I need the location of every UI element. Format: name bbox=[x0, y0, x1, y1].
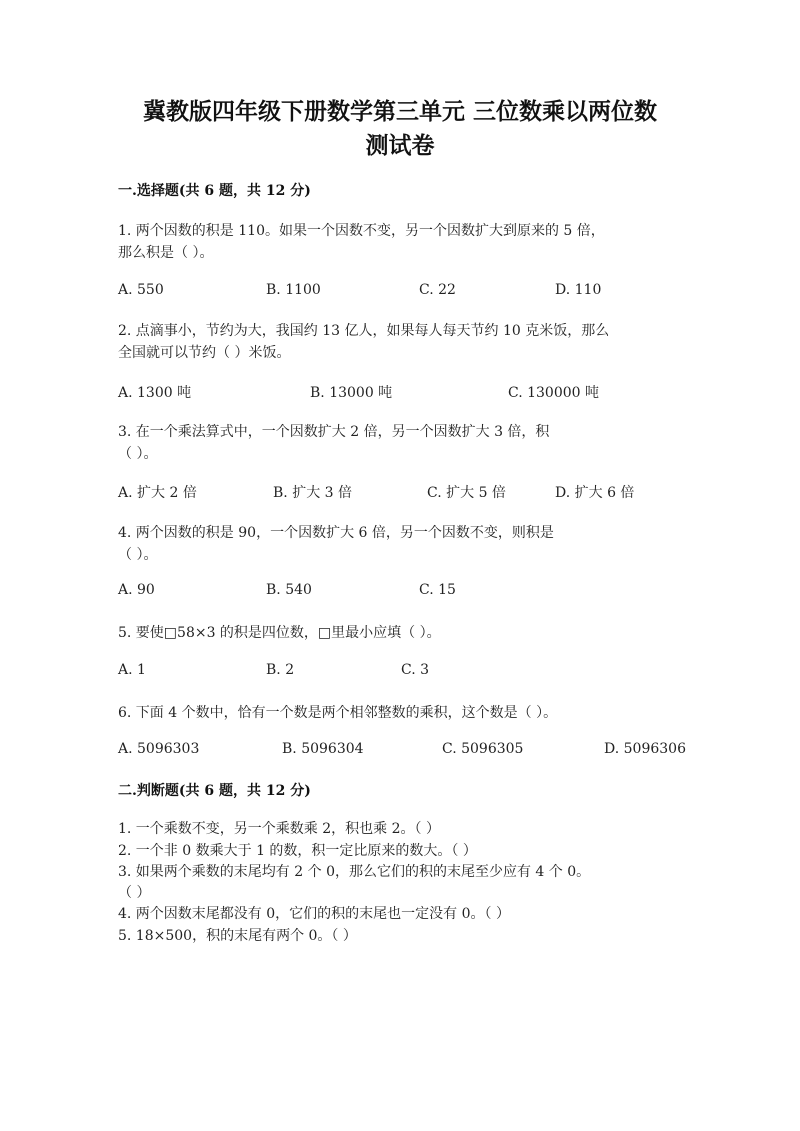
question-5-line-1: 5. 要使□58×3 的积是四位数，□里最小应填（ ）。 bbox=[118, 625, 441, 641]
question-4-option-b: B. 540 bbox=[266, 582, 312, 598]
question-3-option-b: B. 扩大 3 倍 bbox=[273, 485, 352, 501]
question-2-option-c: C. 130000 吨 bbox=[508, 385, 600, 401]
question-2-option-a: A. 1300 吨 bbox=[118, 385, 192, 401]
question-4-option-a: A. 90 bbox=[118, 582, 155, 598]
question-5-option-b: B. 2 bbox=[266, 662, 295, 678]
question-1-option-a: A. 550 bbox=[118, 282, 164, 298]
question-3-option-d: D. 扩大 6 倍 bbox=[555, 485, 635, 501]
question-2-line-1: 2. 点滴事小，节约为大，我国约 13 亿人，如果每人每天节约 10 克米饭，那么 bbox=[118, 323, 610, 339]
section-2-heading: 二.判断题(共 6 题，共 12 分) bbox=[118, 783, 311, 799]
question-4-option-c: C. 15 bbox=[419, 582, 456, 598]
judge-line-1: 1. 一个乘数不变，另一个乘数乘 2，积也乘 2。（ ） bbox=[118, 821, 440, 837]
question-1-line-2: 那么积是（ ）。 bbox=[118, 245, 214, 261]
question-4-line-2: （ ）。 bbox=[118, 547, 158, 563]
question-2-option-b: B. 13000 吨 bbox=[310, 385, 393, 401]
question-5-option-c: C. 3 bbox=[401, 662, 430, 678]
question-1-line-1: 1. 两个因数的积是 110。如果一个因数不变，另一个因数扩大到原来的 5 倍， bbox=[118, 223, 605, 239]
question-3-option-a: A. 扩大 2 倍 bbox=[118, 485, 197, 501]
question-5-option-a: A. 1 bbox=[118, 662, 146, 678]
question-2-line-2: 全国就可以节约（ ）米饭。 bbox=[118, 345, 291, 361]
section-1-heading: 一.选择题(共 6 题，共 12 分) bbox=[118, 183, 311, 199]
question-1-option-d: D. 110 bbox=[555, 282, 602, 298]
question-1-option-c: C. 22 bbox=[419, 282, 456, 298]
judge-line-2: 2. 一个非 0 数乘大于 1 的数，积一定比原来的数大。（ ） bbox=[118, 843, 477, 859]
page-title-line-1: 冀教版四年级下册数学第三单元 三位数乘以两位数 bbox=[142, 98, 657, 125]
judge-line-4: 4. 两个因数末尾都没有 0，它们的积的末尾也一定没有 0。（ ） bbox=[118, 906, 510, 922]
question-6-option-b: B. 5096304 bbox=[282, 741, 364, 757]
judge-line-3: 3. 如果两个乘数的末尾均有 2 个 0，那么它们的积的末尾至少应有 4 个 0。 bbox=[118, 864, 591, 880]
question-6-option-a: A. 5096303 bbox=[118, 741, 200, 757]
question-3-option-c: C. 扩大 5 倍 bbox=[427, 485, 506, 501]
question-6-option-c: C. 5096305 bbox=[442, 741, 524, 757]
question-3-line-2: （ ）。 bbox=[118, 446, 158, 462]
question-1-option-b: B. 1100 bbox=[266, 282, 321, 298]
judge-line-3-continued: （ ） bbox=[118, 885, 151, 901]
question-6-line-1: 6. 下面 4 个数中，恰有一个数是两个相邻整数的乘积，这个数是（ ）。 bbox=[118, 705, 558, 721]
question-3-line-1: 3. 在一个乘法算式中，一个因数扩大 2 倍，另一个因数扩大 3 倍，积 bbox=[118, 424, 550, 440]
page-title-line-2: 测试卷 bbox=[365, 132, 435, 159]
question-6-option-d: D. 5096306 bbox=[604, 741, 686, 757]
judge-line-5: 5. 18×500，积的末尾有两个 0。（ ） bbox=[118, 928, 357, 944]
question-4-line-1: 4. 两个因数的积是 90，一个因数扩大 6 倍，另一个因数不变，则积是 bbox=[118, 525, 554, 541]
